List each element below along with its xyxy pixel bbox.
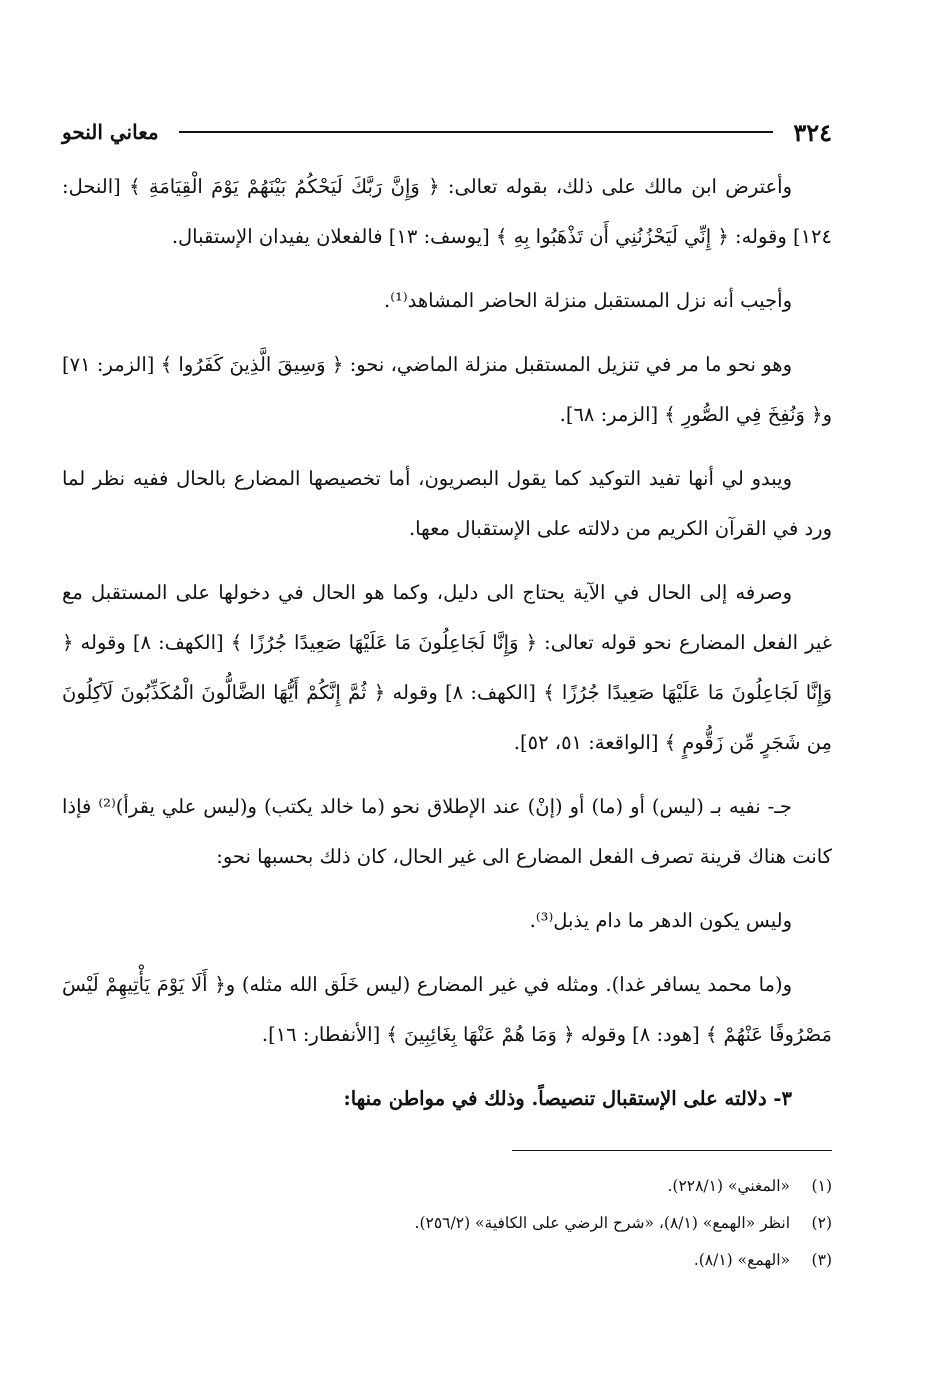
footnote-number: (٣)	[811, 1251, 832, 1269]
running-title: معاني النحو	[62, 120, 159, 144]
paragraph-5: وصرفه إلى الحال في الآية يحتاج الى دليل، وكما هو الحال في دخولها على المستقبل مع غير الفعل المضارع نحو قوله تعالى: ﴿ وَإِنَّا لَجَاعِلُونَ مَا عَلَيْهَا صَعِيدًا جُرُزًا ﴾ [الكهف: ٨] وقوله ﴿ وَإِنَّا لَجَاعِلُونَ مَا عَلَيْهَا صَعِيدًا جُرُزًا ﴾ [الكهف: ٨] وقوله ﴿ ثُمَّ إِنَّكُمْ أَيُّهَا الضَّالُّونَ الْمُكَذِّبُونَ لَآكِلُونَ مِن شَجَرٍ مِّن زَقُّومٍ ﴾ [الواقعة: ٥١، ٥٢].	[62, 581, 832, 754]
paragraph-4: ويبدو لي أنها تفيد التوكيد كما يقول البصريون، أما تخصيصها المضارع بالحال ففيه نظر لما ورد في القرآن الكريم من دلالته على الإستقبال معها.	[62, 467, 832, 540]
header-rule	[179, 131, 774, 133]
footnote-rule	[512, 1150, 832, 1151]
body-text	[62, 162, 832, 1138]
book-page	[62, 100, 832, 1360]
paragraph-9: ٣- دلالته على الإستقبال تنصيصاً. وذلك في مواطن منها:	[343, 1087, 792, 1110]
page-header	[62, 112, 832, 152]
footnote-text: انظر «الهمع» (٨/١)، «شرح الرضي على الكافية» (٢٥٦/٢).	[414, 1214, 790, 1232]
footnote-number: (١)	[811, 1177, 832, 1195]
footnote-number: (٢)	[811, 1214, 832, 1232]
paragraph-6: جـ- نفيه بـ (ليس) أو (ما) أو (إنْ) عند الإطلاق نحو (ما خالد يكتب) و(ليس علي يقرأ)⁽²⁾ فإذا كانت هناك قرينة تصرف الفعل المضارع الى غير الحال، كان ذلك بحسبها نحو:	[62, 795, 832, 868]
paragraph-2: وأجيب أنه نزل المستقبل منزلة الحاضر المشاهد⁽¹⁾.	[384, 289, 792, 312]
footnote-text: «الهمع» (٨/١).	[693, 1251, 790, 1269]
footnote-text: «المغني» (٢٢٨/١).	[667, 1177, 790, 1195]
paragraph-1: وأعترض ابن مالك على ذلك، بقوله تعالى: ﴿ وَإِنَّ رَبَّكَ لَيَحْكُمُ بَيْنَهُمْ يَوْمَ الْقِيَامَةِ ﴾ [النحل: ١٢٤] وقوله: ﴿ إِنِّي لَيَحْزُنُنِي أَن تَذْهَبُوا بِهِ ﴾ [يوسف: ١٣] فالفعلان يفيدان الإستقبال.	[62, 175, 832, 248]
footnote-2	[62, 1205, 832, 1242]
paragraph-3: وهو نحو ما مر في تنزيل المستقبل منزلة الماضي، نحو: ﴿ وَسِيقَ الَّذِينَ كَفَرُوا ﴾ [الزمر: ٧١] و﴿ وَنُفِخَ فِي الصُّورِ ﴾ [الزمر: ٦٨].	[62, 353, 832, 426]
footnote-1	[62, 1168, 832, 1205]
footnote-3	[62, 1242, 832, 1279]
footnotes	[62, 1168, 832, 1279]
page-number: ٣٢٤	[793, 117, 832, 147]
paragraph-8: و(ما محمد يسافر غدا). ومثله في غير المضارع (ليس خَلَق الله مثله) و﴿ أَلَا يَوْمَ يَأْتِيهِمْ لَيْسَ مَصْرُوفًا عَنْهُمْ ﴾ [هود: ٨] وقوله ﴿ وَمَا هُمْ عَنْهَا بِغَائِبِينَ ﴾ [الأنفطار: ١٦].	[62, 973, 832, 1046]
paragraph-7: وليس يكون الدهر ما دام يذبل⁽³⁾.	[529, 909, 792, 932]
